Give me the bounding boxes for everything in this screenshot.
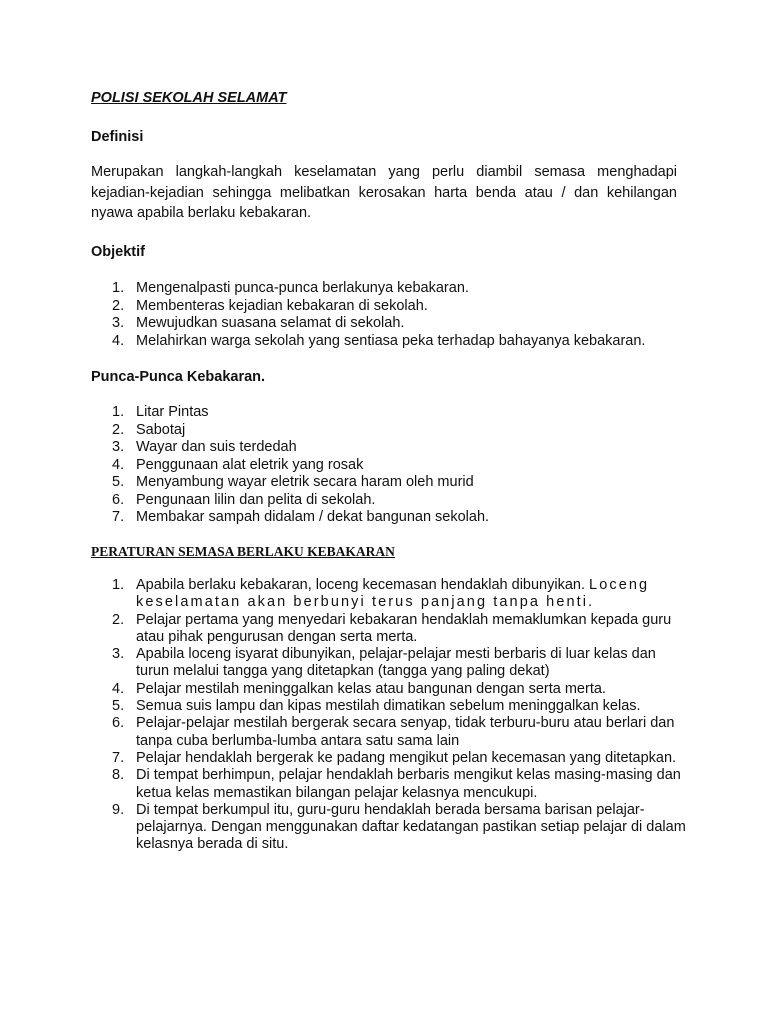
list-text: Mengenalpasti punca-punca berlakunya kebakaran. (136, 280, 469, 296)
list-number: 5. (112, 698, 125, 715)
list-number: 3. (112, 646, 125, 663)
list-number: 3. (112, 439, 125, 455)
list-number: 4. (112, 680, 125, 697)
list-item (91, 315, 691, 333)
list-text: Pelajar-pelajar mestilah bergerak secara senyap, tidak terburu-buru atau berlari dan tanpa cuba berlumba-lumba antara satu sama lain (136, 715, 675, 749)
objektif-heading: Objektif (91, 244, 145, 260)
list-text: Mewujudkan suasana selamat di sekolah. (136, 315, 405, 331)
list-number: 7. (112, 749, 125, 766)
list-number: 6. (112, 715, 125, 732)
list-text-spaced: Loceng keselamatan akan berbunyi terus panjang tanpa henti. (136, 577, 650, 611)
list-item (91, 474, 691, 492)
list-number: 3. (112, 315, 125, 331)
definisi-heading: Definisi (91, 129, 144, 145)
list-item (91, 404, 691, 422)
document-title: POLISI SEKOLAH SELAMAT (91, 90, 287, 106)
list-number: 2. (112, 611, 125, 628)
list-item (91, 612, 686, 647)
list-item (91, 422, 691, 440)
list-item (91, 457, 691, 475)
list-number: 6. (112, 491, 125, 508)
list-item (91, 298, 691, 316)
list-item (91, 646, 686, 681)
list-text: Pelajar hendaklah bergerak ke padang mengikut pelan kecemasan yang ditetapkan. (136, 749, 677, 766)
list-item (91, 750, 686, 767)
list-item (91, 439, 691, 457)
list-text: Wayar dan suis terdedah (136, 439, 297, 455)
list-item (91, 509, 691, 527)
list-item (91, 492, 691, 510)
list-text: Di tempat berhimpun, pelajar hendaklah berbaris mengikut kelas masing-masing dan ketua kelas memastikan bilangan pelajar kelasnya mencukupi. (136, 767, 681, 801)
list-number: 7. (112, 509, 125, 525)
list-text: Menyambung wayar eletrik secara haram oleh murid (136, 474, 474, 490)
list-item (91, 698, 686, 715)
list-number: 8. (112, 767, 125, 784)
list-number: 2. (112, 421, 125, 438)
list-text: Melahirkan warga sekolah yang sentiasa peka terhadap bahayanya kebakaran. (136, 332, 646, 349)
list-number: 1. (112, 280, 125, 296)
list-item (91, 681, 686, 698)
list-text: Litar Pintas (136, 404, 209, 420)
list-text: Semua suis lampu dan kipas mestilah dimatikan sebelum meninggalkan kelas. (136, 698, 641, 715)
definisi-paragraph: Merupakan langkah-langkah keselamatan yang perlu diambil semasa menghadapi kejadian-kejadian sehingga melibatkan kerosakan harta benda atau / dan kehilangan nyawa apabila berlaku kebakaran. (91, 164, 677, 221)
list-number: 1. (112, 404, 125, 420)
list-number: 5. (112, 474, 125, 490)
list-text: Membenteras kejadian kebakaran di sekolah. (136, 297, 428, 314)
list-text: Penggunaan alat eletrik yang rosak (136, 456, 364, 473)
objektif-list (91, 280, 691, 350)
list-item (91, 577, 686, 612)
list-text: Sabotaj (136, 421, 186, 438)
list-item (91, 715, 686, 750)
list-text: Pengunaan lilin dan pelita di sekolah. (136, 491, 376, 508)
list-number: 1. (112, 577, 125, 593)
list-text: Apabila loceng isyarat dibunyikan, pelajar-pelajar mesti berbaris di luar kelas dan turun melalui tangga yang ditetapkan (tangga yang paling dekat) (136, 646, 656, 680)
list-item (91, 280, 691, 298)
punca-heading: Punca-Punca Kebakaran. (91, 369, 266, 385)
list-text: Pelajar mestilah meninggalkan kelas atau bangunan dengan serta merta. (136, 680, 606, 697)
list-number: 4. (112, 456, 125, 473)
peraturan-list (91, 577, 686, 854)
list-number: 9. (112, 801, 125, 818)
list-item (91, 802, 686, 854)
list-item (91, 333, 691, 351)
list-text: Di tempat berkumpul itu, guru-guru hendaklah berada bersama barisan pelajar-pelajarnya. Dengan menggunakan daftar kedatangan pastikan setiap pelajar di dalam kelasnya berada di situ. (136, 801, 686, 853)
list-number: 2. (112, 297, 125, 314)
punca-list (91, 404, 691, 527)
list-number: 4. (112, 332, 125, 349)
list-text: Apabila berlaku kebakaran, loceng kecemasan hendaklah dibunyikan. (136, 577, 585, 593)
list-text: Membakar sampah didalam / dekat bangunan sekolah. (136, 509, 490, 525)
list-text: Pelajar pertama yang menyedari kebakaran hendaklah memaklumkan kepada guru atau pihak pengurusan dengan serta merta. (136, 611, 672, 645)
list-item (91, 767, 686, 802)
peraturan-heading: PERATURAN SEMASA BERLAKU KEBAKARAN (91, 544, 395, 559)
